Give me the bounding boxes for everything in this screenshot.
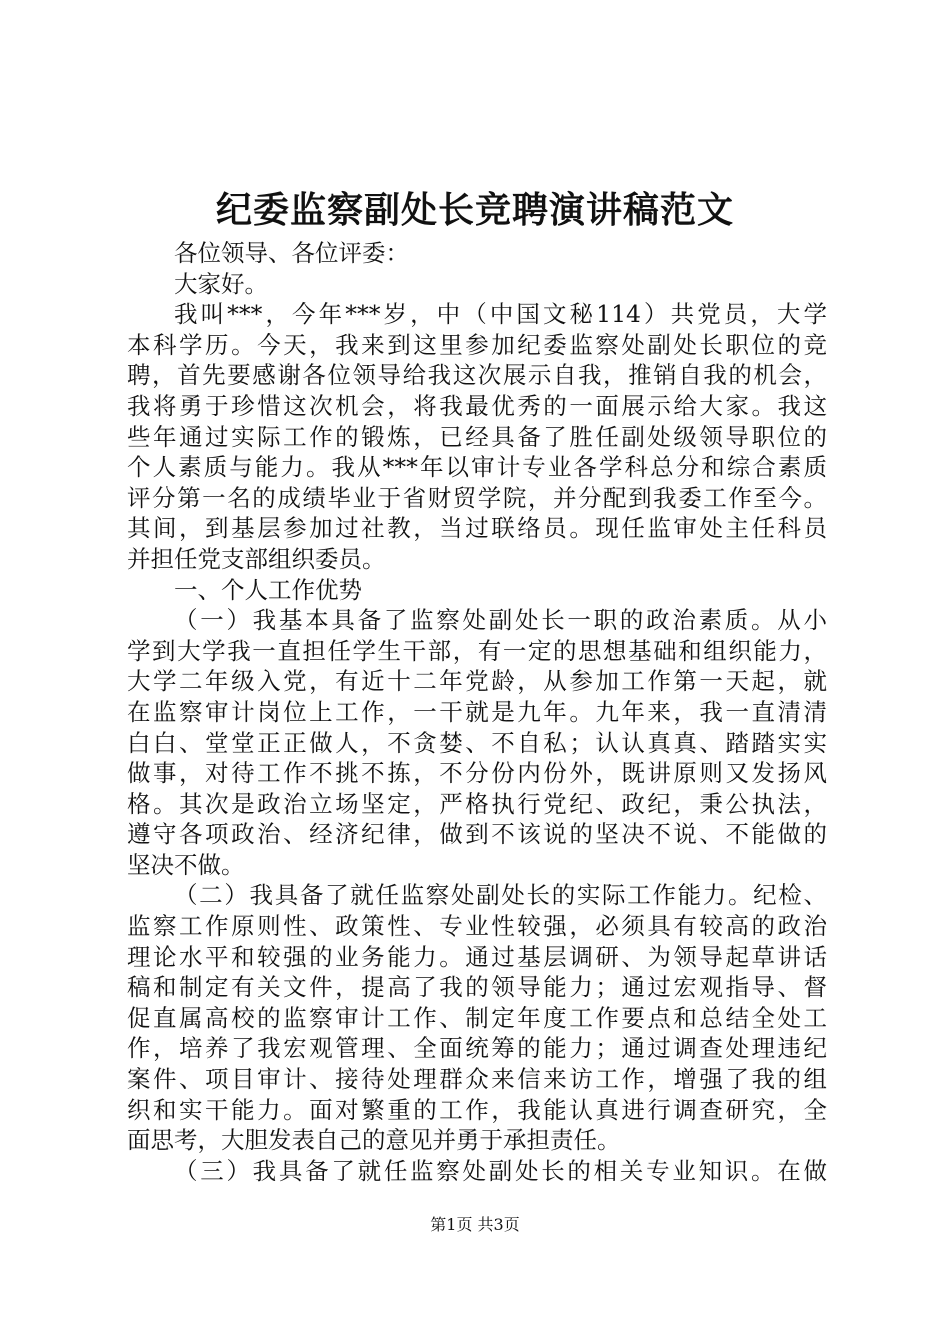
text-line: 作，培养了我宏观管理、全面统筹的能力；通过调查处理违纪	[127, 1034, 827, 1063]
text-line: 在监察审计岗位上工作，一干就是九年。九年来，我一直清清	[127, 697, 827, 726]
text-line: 评分第一名的成绩毕业于省财贸学院，并分配到我委工作至今。	[127, 483, 827, 512]
text-line: 其间，到基层参加过社教，当过联络员。现任监审处主任科员	[127, 514, 827, 543]
text-line: 一、个人工作优势	[174, 575, 362, 604]
text-line: 遵守各项政治、经济纪律，做到不该说的坚决不说、不能做的	[127, 820, 827, 849]
text-line: 监察工作原则性、政策性、专业性较强，必须具有较高的政治	[127, 912, 827, 941]
text-line: （一）我基本具备了监察处副处长一职的政治素质。从小	[174, 606, 827, 635]
text-line: 促直属高校的监察审计工作、制定年度工作要点和总结全处工	[127, 1003, 827, 1032]
text-line: 做事，对待工作不挑不拣，不分份内份外，既讲原则又发扬风	[127, 759, 827, 788]
text-line: 稿和制定有关文件，提高了我的领导能力；通过宏观指导、督	[127, 973, 827, 1002]
text-line: 各位领导、各位评委：	[174, 239, 409, 267]
text-line: 织和实干能力。面对繁重的工作，我能认真进行调查研究，全	[127, 1095, 827, 1124]
text-line: 大家好。	[174, 269, 268, 298]
text-line: 坚决不做。	[127, 850, 245, 879]
text-line: 大学二年级入党，有近十二年党龄，从参加工作第一天起，就	[127, 667, 827, 696]
text-line: 面思考，大胆发表自己的意见并勇于承担责任。	[127, 1126, 621, 1155]
text-line: 本科学历。今天，我来到这里参加纪委监察处副处长职位的竞	[127, 330, 827, 359]
text-line: 理论水平和较强的业务能力。通过基层调研、为领导起草讲话	[127, 942, 827, 971]
text-line: 白白、堂堂正正做人，不贪婪、不自私；认认真真、踏踏实实	[127, 728, 827, 757]
document-title: 纪委监察副处长竞聘演讲稿范文	[215, 189, 734, 231]
text-line: （三）我具备了就任监察处副处长的相关专业知识。在做	[174, 1156, 827, 1185]
text-line: 学到大学我一直担任学生干部，有一定的思想基础和组织能力，	[127, 636, 827, 665]
text-line: 并担任党支部组织委员。	[127, 544, 386, 573]
text-line: 些年通过实际工作的锻炼，已经具备了胜任副处级领导职位的	[127, 422, 827, 451]
text-line: （二）我具备了就任监察处副处长的实际工作能力。纪检、	[174, 881, 827, 910]
text-line: 个人素质与能力。我从***年以审计专业各学科总分和综合素质	[127, 453, 827, 482]
text-line: 我叫***，今年***岁，中（中国文秘114）共党员，大学	[174, 300, 827, 329]
text-line: 案件、项目审计、接待处理群众来信来访工作，增强了我的组	[127, 1065, 827, 1094]
page-footer: 第1页 共3页	[430, 1215, 520, 1234]
text-line: 格。其次是政治立场坚定，严格执行党纪、政纪，秉公执法，	[127, 789, 827, 818]
text-line: 聘，首先要感谢各位领导给我这次展示自我，推销自我的机会，	[127, 361, 827, 390]
document-body	[127, 238, 827, 1186]
text-line: 我将勇于珍惜这次机会，将我最优秀的一面展示给大家。我这	[127, 391, 827, 420]
